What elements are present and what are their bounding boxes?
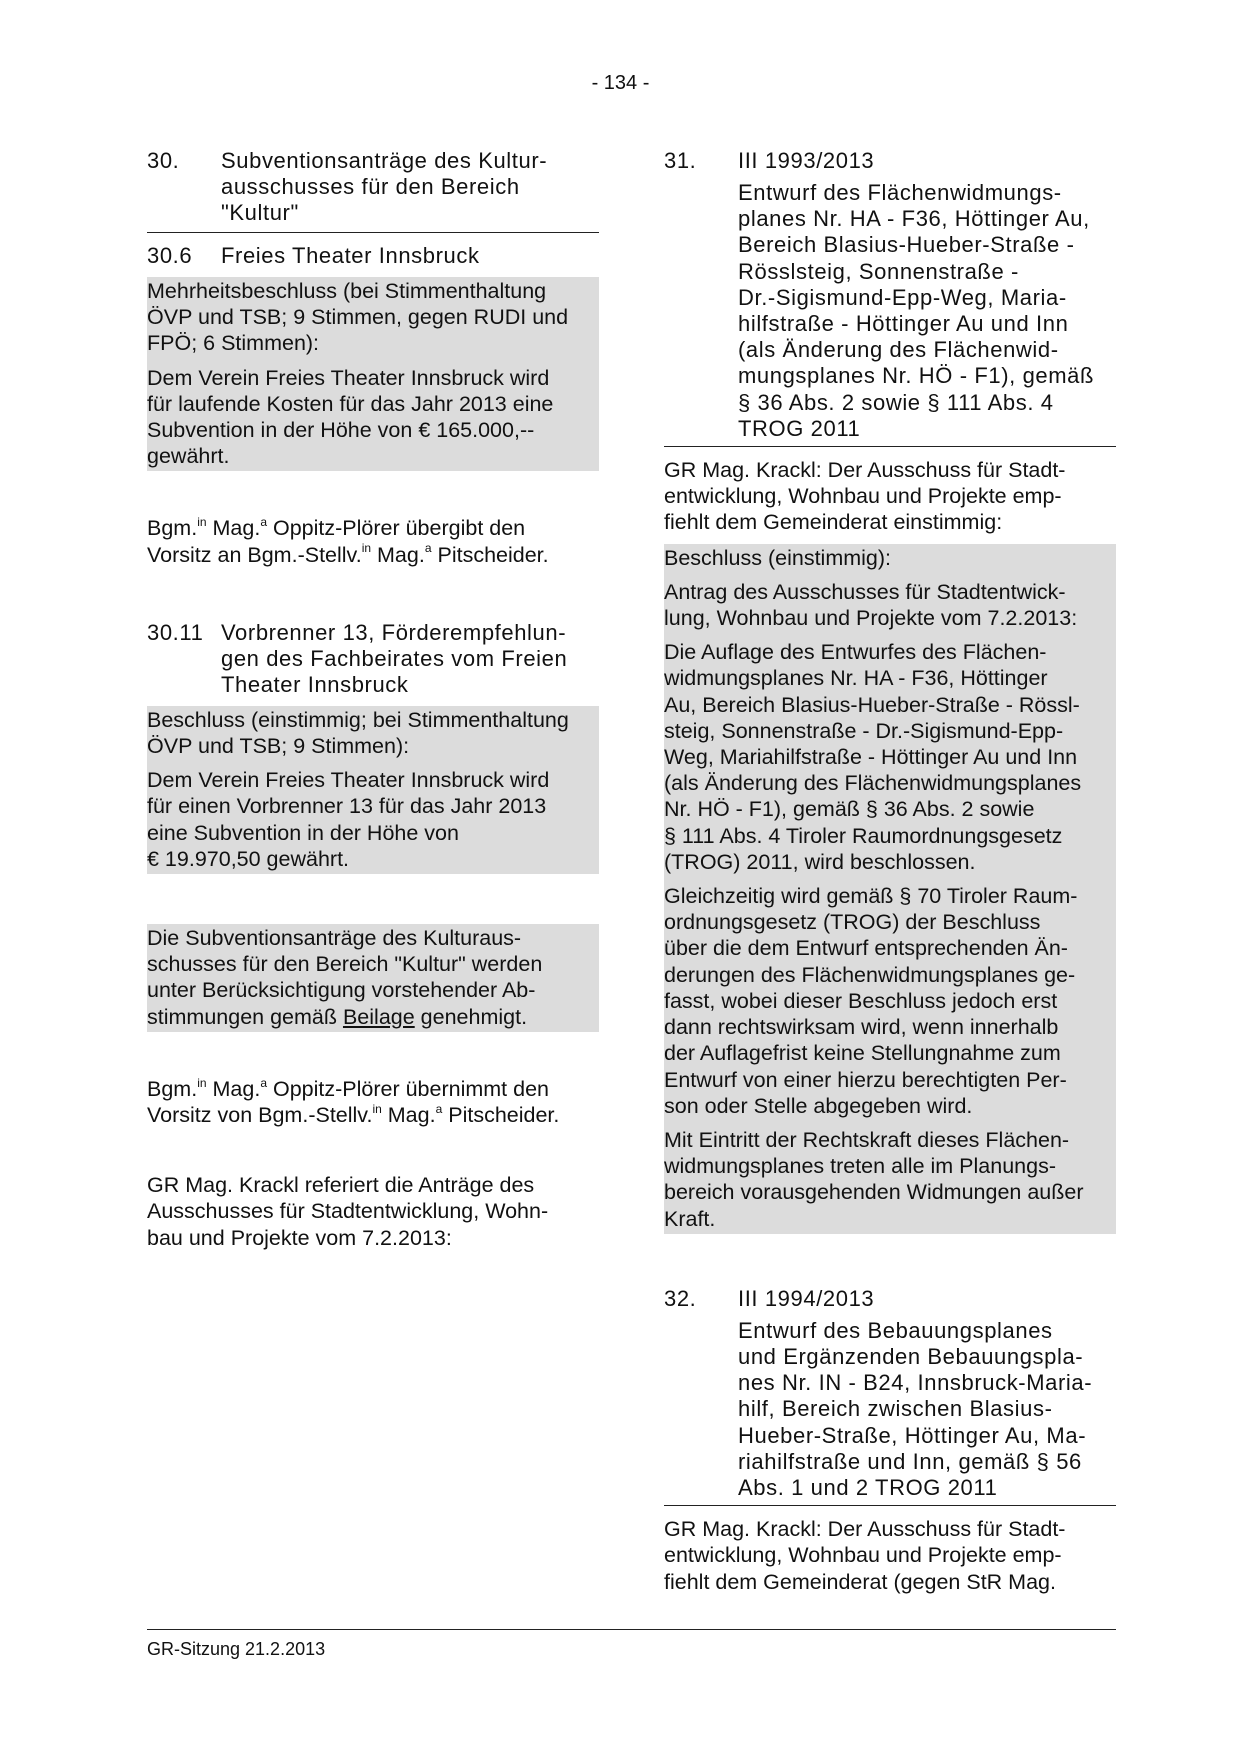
right-column (664, 148, 1116, 1595)
item-title: Subventionsanträge des Kultur- ausschusses für den Bereich "Kultur" (221, 148, 548, 225)
chair-transfer-note: Bgm.$^{in}$ Mag.$^a$ Oppitz-Plörer übergibt den Vorsitz an Bgm.-Stellv.$^{in}$ Mag.$^a$ Pitscheider. (147, 515, 549, 567)
resolution-text: Beschluss (einstimmig): (664, 545, 891, 570)
resolution-text: Mehrheitsbeschluss (bei Stimmenthaltung ÖVP und TSB; 9 Stimmen, gegen RUDI und FPÖ; 6 Stimmen): (147, 279, 569, 356)
footer-text: GR-Sitzung 21.2.2013 (147, 1639, 326, 1659)
resolution-paragraph-2: Gleichzeitig wird gemäß § 70 Tiroler Raum- ordnungsgesetz (TROG) der Beschluss über die dem Entwurf entsprechenden Än- derungen des Flächenwidmungsplanes ge- fasst, wobei dieser Beschluss jedoch erst dann rechtswirksam wird, wenn innerhalb der Auflagefrist keine Stellungnahme zum Entwurf von einer hierzu berechtigten Per- son oder Stelle abgegeben wird. (664, 884, 1078, 1118)
resolution-paragraph-1: Die Auflage des Entwurfes des Flächen- widmungsplanes Nr. HA - F36, Höttinger Au, Bereich Blasius-Hueber-Straße - Rössl- steig, Sonnenstraße - Dr.-Sigismund-Epp- Weg, Mariahilfstraße - Höttinger Au und Inn (als Änderung des Flächenwidmungsplanes Nr. HÖ - F1), gemäß § 36 Abs. 2 sowie § 111 Abs. 4 Tiroler Raumordnungsgesetz (TROG) 2011, wird beschlossen. (664, 640, 1082, 874)
item-30-heading (147, 148, 599, 233)
item-31-description: Entwurf des Flächenwidmungs- planes Nr. HA - F36, Höttinger Au, Bereich Blasius-Hueber-Straße - Rösslsteig, Sonnenstraße - Dr.-Sigismund-Epp-Weg, Maria- hilfstraße - Höttinger Au und Inn (als Änderung des Flächenwid- mungsplanes Nr. HÖ - F1), gemäß § 36 Abs. 2 sowie § 111 Abs. 4 TROG 2011 (664, 180, 1116, 447)
item-31-resolution-block (664, 544, 1116, 1234)
item-32-heading (664, 1286, 1116, 1312)
krackl-report-note: GR Mag. Krackl referiert die Anträge des Ausschusses für Stadtentwicklung, Wohn- bau und Projekte vom 7.2.2013: (147, 1173, 549, 1250)
item-reference: III 1994/2013 (738, 1285, 875, 1311)
item-30-6-resolution-block (147, 277, 599, 471)
item-title: Vorbrenner 13, Förderempfehlun- gen des Fachbeirates vom Freien Theater Innsbruck (221, 619, 568, 697)
page-number: - 134 - (591, 72, 650, 94)
item-30-11-heading (147, 620, 599, 698)
item-31-heading (664, 148, 1116, 174)
item-number: 30. (147, 148, 180, 173)
item-30-6-heading (147, 243, 599, 269)
item-number: 30.6 (147, 243, 193, 268)
item-number: 30.11 (147, 619, 204, 645)
item-number: 32. (664, 1285, 697, 1311)
resolution-paragraph-3: Mit Eintritt der Rechtskraft dieses Flächen- widmungsplanes treten alle im Planungs- bereich vorausgehenden Widmungen außer Kraft. (664, 1127, 1084, 1231)
page-footer (147, 1629, 1116, 1660)
item-32-description: Entwurf des Bebauungsplanes und Ergänzenden Bebauungspla- nes Nr. IN - B24, Innsbruck-Maria- hilf, Bereich zwischen Blasius- Hueber-Straße, Höttinger Au, Ma- riahilfstraße und Inn, gemäß § 56 Abs. 1 und 2 TROG 2011 (664, 1318, 1116, 1506)
resolution-body: Dem Verein Freies Theater Innsbruck wird für laufende Kosten für das Jahr 2013 eine Subvention in der Höhe von € 165.000,-- gewährt. (147, 365, 554, 469)
item-32-intro: GR Mag. Krackl: Der Ausschuss für Stadt- entwicklung, Wohnbau und Projekte emp- fiehlt dem Gemeinderat (gegen StR Mag. (664, 1517, 1066, 1594)
antrag-text: Antrag des Ausschusses für Stadtentwick- lung, Wohnbau und Projekte vom 7.2.2013: (664, 579, 1078, 631)
item-number: 31. (664, 148, 697, 173)
item-30-11-resolution-block (147, 706, 599, 874)
item-title: Freies Theater Innsbruck (221, 243, 480, 268)
chair-return-note: Bgm.$^{in}$ Mag.$^a$ Oppitz-Plörer übernimmt den Vorsitz von Bgm.-Stellv.$^{in}$ Mag.$^a$ Pitscheider. (147, 1075, 560, 1128)
resolution-body: Dem Verein Freies Theater Innsbruck wird für einen Vorbrenner 13 für das Jahr 2013 eine Subvention in der Höhe von € 19.970,50 gewährt. (147, 768, 550, 871)
item-reference: III 1993/2013 (738, 148, 875, 173)
item-31-intro: GR Mag. Krackl: Der Ausschuss für Stadt- entwicklung, Wohnbau und Projekte emp- fiehlt dem Gemeinderat einstimmig: (664, 458, 1066, 535)
resolution-text: Beschluss (einstimmig; bei Stimmenthaltung ÖVP und TSB; 9 Stimmen): (147, 707, 569, 759)
summary-block: Die Subventionsanträge des Kulturaus- schusses für den Bereich "Kultur" werden unter Berücksichtigung vorstehender Ab- stimmungen gemäß Beilage genehmigt. (147, 924, 599, 1032)
left-column (147, 148, 599, 1251)
beilage-link[interactable]: Beilage (342, 1004, 415, 1029)
